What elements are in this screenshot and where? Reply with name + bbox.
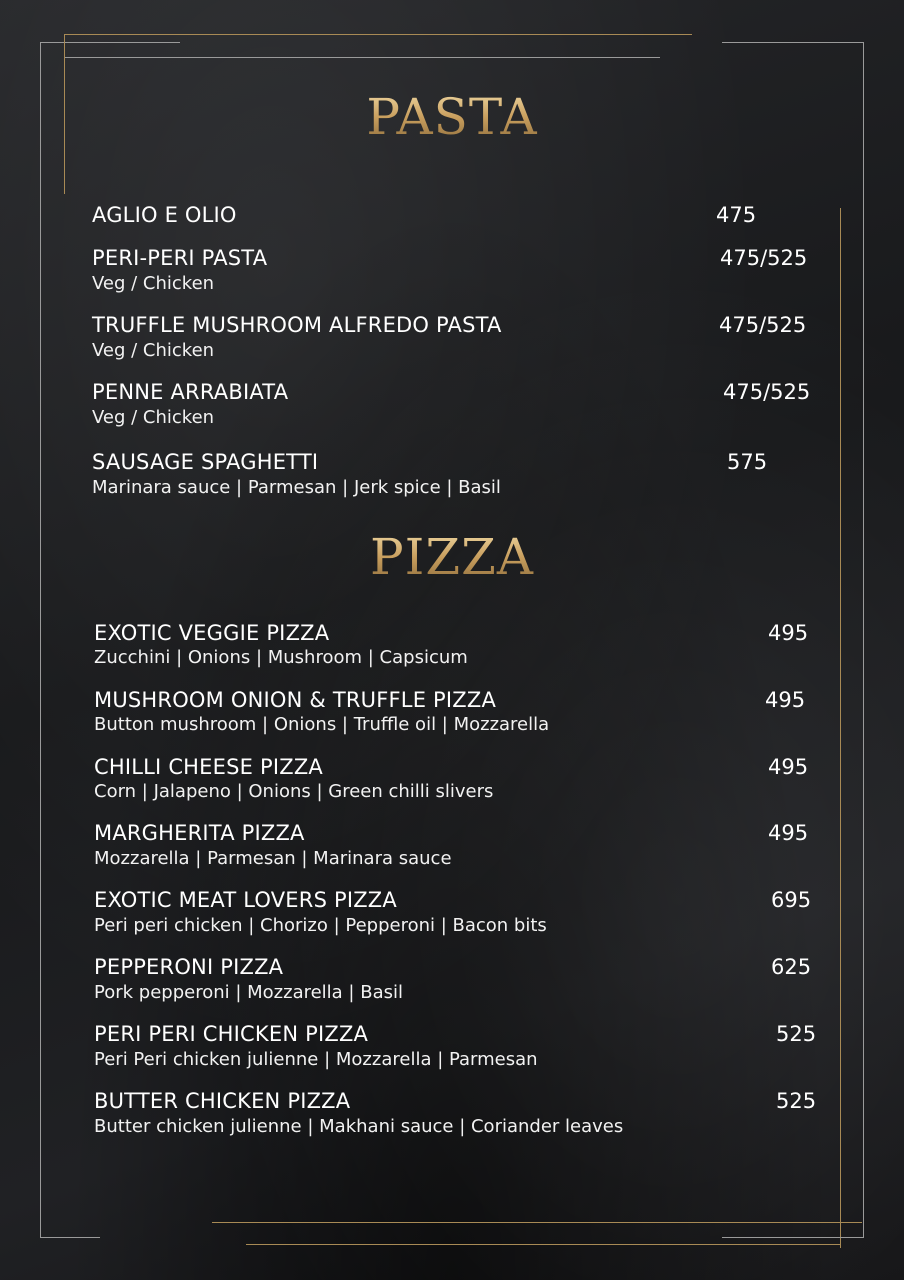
item-price: 495 [768, 821, 809, 845]
item-description: Corn | Jalapeno | Onions | Green chilli slivers [94, 781, 494, 802]
item-name: EXOTIC VEGGIE PIZZA [94, 621, 330, 645]
item-description: Zucchini | Onions | Mushroom | Capsicum [94, 647, 468, 668]
item-name: CHILLI CHEESE PIZZA [94, 755, 323, 779]
item-price: 495 [768, 755, 809, 779]
item-price: 575 [727, 450, 768, 474]
item-price: 695 [771, 888, 812, 912]
item-description: Peri peri chicken | Chorizo | Pepperoni | Bacon bits [94, 915, 547, 936]
item-name: EXOTIC MEAT LOVERS PIZZA [94, 888, 397, 912]
item-name: TRUFFLE MUSHROOM ALFREDO PASTA [92, 313, 502, 337]
item-name: MUSHROOM ONION & TRUFFLE PIZZA [94, 688, 497, 712]
item-name: BUTTER CHICKEN PIZZA [94, 1089, 351, 1113]
pasta-section-title: PASTA [0, 88, 904, 146]
item-price: 475 [716, 203, 757, 227]
frame-top-inner-line [64, 57, 660, 58]
frame-bottom-left-line [40, 1237, 100, 1238]
frame-right-gold-line [840, 208, 841, 1248]
item-description: Butter chicken julienne | Makhani sauce | Coriander leaves [94, 1116, 624, 1137]
item-description: Peri Peri chicken julienne | Mozzarella | Parmesan [94, 1049, 538, 1070]
item-description: Button mushroom | Onions | Truffle oil | Mozzarella [94, 714, 550, 735]
item-name: AGLIO E OLIO [92, 203, 237, 227]
item-description: Veg / Chicken [92, 407, 215, 428]
frame-right-line [863, 42, 864, 1238]
item-description: Veg / Chicken [92, 340, 215, 361]
item-price: 495 [768, 621, 809, 645]
frame-bottom-inner-line [246, 1244, 840, 1245]
item-name: PERI-PERI PASTA [92, 246, 268, 270]
item-price: 475/525 [720, 246, 808, 270]
item-name: SAUSAGE SPAGHETTI [92, 450, 319, 474]
frame-bottom-gold-line [212, 1222, 862, 1223]
frame-top-right-line [722, 42, 864, 43]
item-description: Marinara sauce | Parmesan | Jerk spice | Basil [92, 477, 501, 498]
item-description: Mozzarella | Parmesan | Marinara sauce [94, 848, 452, 869]
item-name: PEPPERONI PIZZA [94, 955, 284, 979]
item-price: 525 [776, 1022, 817, 1046]
item-price: 495 [765, 688, 806, 712]
item-name: PERI PERI CHICKEN PIZZA [94, 1022, 369, 1046]
item-price: 475/525 [723, 380, 811, 404]
frame-bottom-right-line [722, 1237, 864, 1238]
item-description: Veg / Chicken [92, 273, 215, 294]
item-price: 525 [776, 1089, 817, 1113]
item-price: 475/525 [719, 313, 807, 337]
item-name: MARGHERITA PIZZA [94, 821, 305, 845]
frame-top-gold-line [64, 34, 692, 35]
frame-left-line [40, 42, 41, 1238]
frame-top-left-line [40, 42, 180, 43]
pizza-section-title: PIZZA [0, 528, 904, 586]
item-description: Pork pepperoni | Mozzarella | Basil [94, 982, 403, 1003]
item-price: 625 [771, 955, 812, 979]
item-name: PENNE ARRABIATA [92, 380, 289, 404]
